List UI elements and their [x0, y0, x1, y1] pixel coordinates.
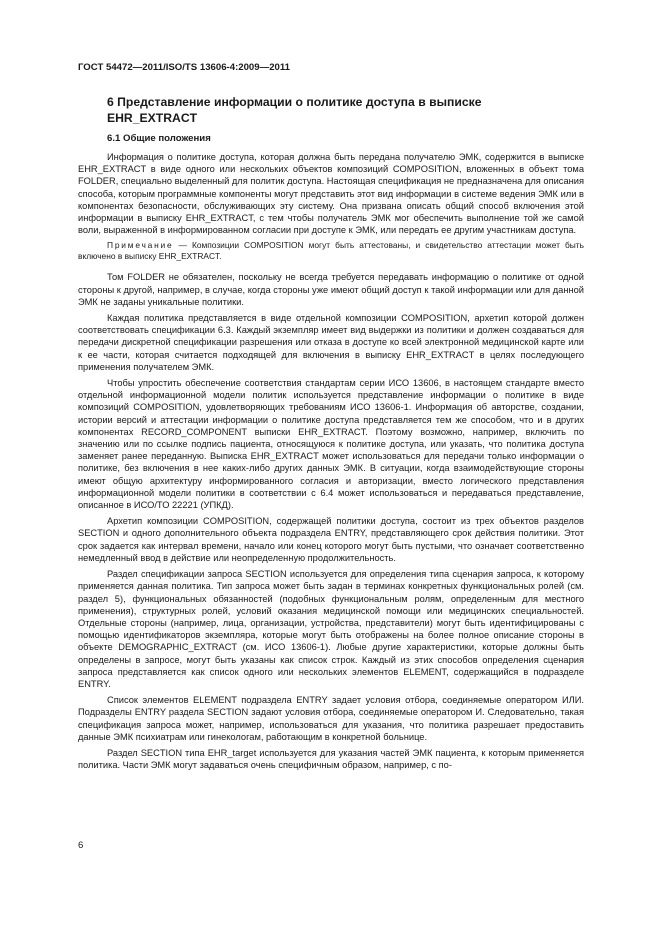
note-text: — Композиции COMPOSITION могут быть аттестованы, и свидетельство аттестации может быть включено в выписку EHR_EXTRACT. [78, 240, 584, 262]
paragraph: Каждая политика представляется в виде отдельной композиции COMPOSITION, архетип которой должен соответствовать спецификации 6.3. Каждый экземпляр имеет вид выдержки из политики и должен создаваться для передачи дискретной спецификации разрешения или отказа в доступе ко всей электронной медицинской карте или к ее части, которая считается подходящей для включения в выписку EHR_EXTRACT в целях последующего применения получателем ЭМК. [78, 313, 584, 372]
note-label: Примечание [107, 240, 174, 251]
body-text [78, 151, 584, 775]
paragraph: Информация о политике доступа, которая должна быть передана получателю ЭМК, содержится в выписке EHR_EXTRACT в виде одного или нескольких объектов композиций COMPOSITION, вложенных в объект тома FOLDER, специально выделенный для политик доступа. Настоящая спецификация не предназначена для описания способа, которым программные компоненты могут представить этот вид информации в системе ведения ЭМК или в компонентах безопасности, обслуживающих эту систему. Она призвана описать общий способ включения этой информации в выписку EHR_EXTRACT, с тем чтобы получатель ЭМК мог обеспечить выполнение той же самой воли, выраженной в информированном согласии при доступе к ЭМК, или передать ее другим участникам доступа. [78, 152, 584, 236]
note [78, 240, 584, 262]
page-number: 6 [78, 840, 84, 851]
paragraph: Список элементов ELEMENT подраздела ENTRY задает условия отбора, соединяемые оператором ИЛИ. Подразделы ENTRY раздела SECTION задают условия отбора, соединяемые оператором И. Следовательно, такая спецификация запроса может, например, использоваться для указания, что политика разрешает предоставить данные ЭМК психиатрам или гинекологам, работающим в конкретной больнице. [78, 695, 584, 742]
subsection-title: 6.1 Общие положения [107, 133, 211, 144]
paragraph: Чтобы упростить обеспечение соответствия стандартам серии ИСО 13606, в настоящем стандарте вместо отдельной информационной модели политик используется представление информации о политике в виде композиций COMPOSITION, удовлетворяющих требованиям ИСО 13606-1. Информация об авторстве, создании, истории версий и аттестации информации о политике доступа представляется тем же способом, что и в других компонентах RECORD_COMPONENT выписки EHR_EXTRACT. Поэтому возможно, например, включить по значению или по ссылке подпись пациента, относящуюся к политике доступа, или указать, что политика доступа заменяет ранее переданную. Выписка EHR_EXTRACT может использоваться для передачи только информации о политике, без включения в нее каких-либо других данных ЭМК. В ситуации, когда взаимодействующие стороны имеют общую архитектуру информированного согласия и авторизации, вместо логического представления информационной модели политики в соответствии с 6.4 может использоваться и передаваться представление, описанное в ИСО/ТО 22221 (УПКД). [78, 378, 584, 511]
standard-header: ГОСТ 54472—2011/ISO/TS 13606-4:2009—2011 [78, 62, 291, 73]
paragraph: Архетип композиции COMPOSITION, содержащей политики доступа, состоит из трех объектов разделов SECTION и одного дополнительного объекта подраздела ENTRY, представляющего срок действия политики. Этот срок задается как интервал времени, начало или конец которого могут быть пустыми, что означает соответственно немедленный ввод в действие или неопределенную продолжительность. [78, 516, 584, 563]
paragraph: Раздел спецификации запроса SECTION используется для определения типа сценария запроса, к которому применяется данная политика. Тип запроса может быть задан в терминах конкретных функциональных ролей (см. раздел 5), функциональных обязанностей (подобных функциональным ролям, определенным для местного применения), структурных ролей, условий оказания медицинской помощи или медицинских специальностей. Отдельные стороны (например, лица, организации, устройства, представители) могут быть идентифицированы с помощью идентификаторов экземпляра, которые могут быть отображены на более полное описание стороны в объекте DEMOGRAPHIC_EXTRACT (см. ИСО 13606-1). Любые другие характеристики, которые должны быть определены в запросе, могут быть указаны как список строк. Каждый из этих способов определения сценария запроса представляется как список одного или нескольких элементов ELEMENT, содержащийся в подразделе ENTRY. [78, 569, 584, 689]
paragraph: Том FOLDER не обязателен, поскольку не всегда требуется передавать информацию о политике от одной стороны к другой, например, в случае, когда стороны уже имеют общий доступ к такой информации или для данной ЭМК не заданы уникальные политики. [78, 272, 584, 307]
paragraph: Раздел SECTION типа EHR_target используется для указания частей ЭМК пациента, к которым применяется политика. Части ЭМК могут задаваться очень специфичным образом, например, с по- [78, 747, 584, 771]
section-title: 6 Представление информации о политике доступа в выписке EHR_EXTRACT [107, 95, 482, 125]
